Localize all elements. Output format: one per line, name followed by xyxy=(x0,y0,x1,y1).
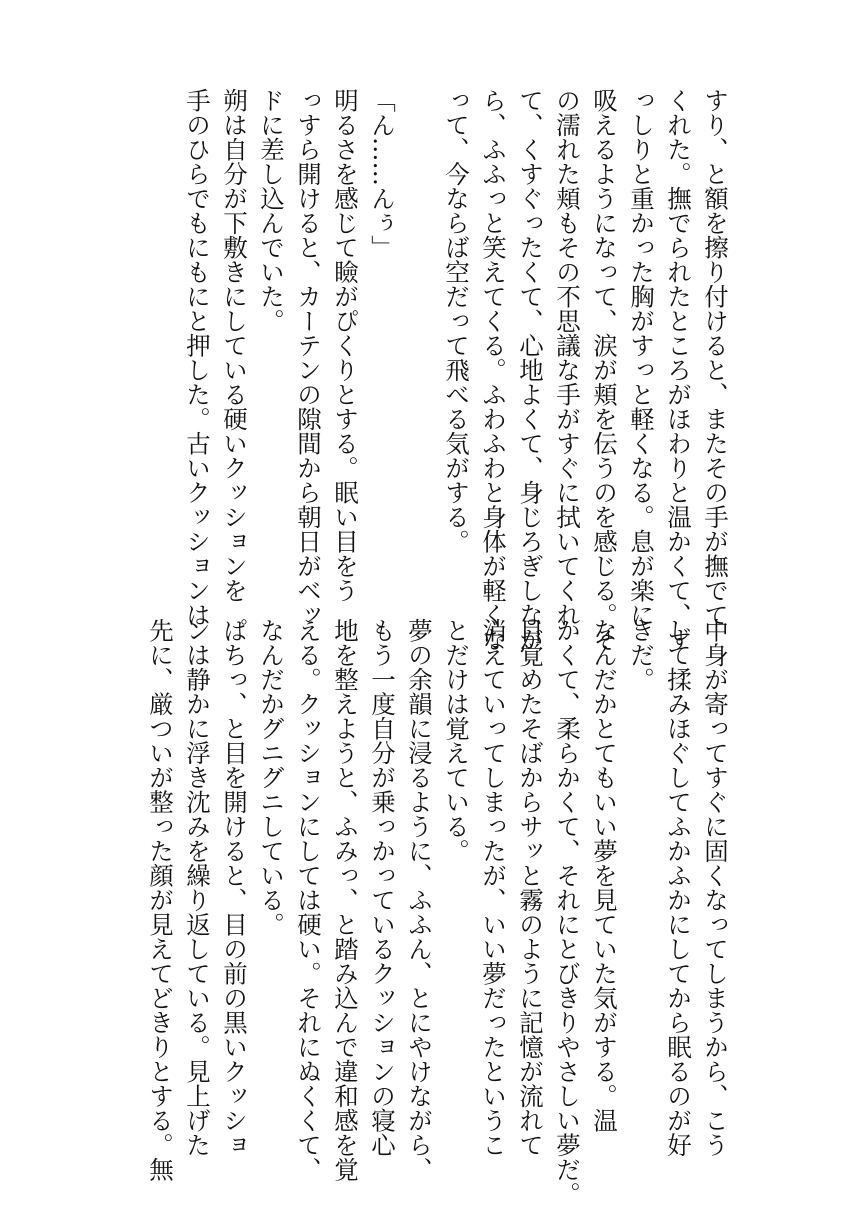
text-line: ら、ふふっと笑えてくる。ふわふわと身体が軽くな xyxy=(479,88,508,652)
upper-text-block xyxy=(179,88,734,652)
text-line: なんだかとてもいい夢を見ていた気がする。温 xyxy=(590,618,619,1133)
text-line: 朔は自分が下敷きにしている硬いクッションを xyxy=(220,88,249,603)
text-line: 中身が寄ってすぐに固くなってしまうから、こう xyxy=(701,618,730,1157)
text-line: 夢の余韻に浸るように、ふふん、とにやけながら、 xyxy=(405,618,434,1182)
text-line: て、くすぐったくて、心地よくて、身じろぎしなが xyxy=(516,88,545,652)
text-line: かくて、柔らかくて、それにとびきりやさしい夢だ。 xyxy=(553,618,582,1206)
text-line: 明るさを感じて瞼がぴくりとする。眠い目をう xyxy=(331,88,360,603)
text-line: ンは静かに浮き沈みを繰り返している。見上げた xyxy=(183,618,212,1157)
text-line: もう一度自分が乗っかっているクッションの寝心 xyxy=(368,618,397,1157)
text-line: きだ。 xyxy=(627,618,656,692)
text-line: える。クッションにしては硬い。それにぬくくて、 xyxy=(294,618,323,1182)
text-line: ドに差し込んでいた。 xyxy=(257,88,286,333)
text-line: っすら開けると、カーテンの隙間から朝日がベッ xyxy=(294,88,323,627)
text-line: っしりと重かった胸がすっと軽くなる。息が楽に xyxy=(627,88,656,627)
text-line: って、今ならば空だって飛べる気がする。 xyxy=(442,88,471,554)
dialogue-line: 「ん……んぅ」 xyxy=(368,88,397,260)
text-line: 吸えるようになって、涙が頬を伝うのを感じる。そ xyxy=(590,88,619,652)
text-line: なんだかグニグニしている。 xyxy=(257,618,286,937)
text-line: とだけは覚えている。 xyxy=(442,618,471,863)
lower-text-block xyxy=(142,618,734,1206)
text-line: の濡れた頬もその不思議な手がすぐに拭いてくれ xyxy=(553,88,582,627)
text-line: して揉みほぐしてふかふかにしてから眠るのが好 xyxy=(664,618,693,1157)
text-line: 目覚めたそばからサッと霧のように記憶が流れて xyxy=(516,618,545,1157)
blank-line xyxy=(401,88,438,608)
text-line: くれた。撫でられたところがほわりと温かくて、ず xyxy=(664,88,693,652)
text-line: 手のひらでもにもにと押した。古いクッションは xyxy=(183,88,212,627)
text-line: 消えていってしまったが、いい夢だったというこ xyxy=(479,618,508,1157)
text-line: 地を整えようと、ふみっ、と踏み込んで違和感を覚 xyxy=(331,618,360,1182)
text-line: すり、と額を擦り付けると、またその手が撫でて xyxy=(701,88,730,627)
text-line: 先に、厳ついが整った顔が見えてどきりとする。無 xyxy=(146,618,175,1182)
text-line: ぱちっ、と目を開けると、目の前の黒いクッショ xyxy=(220,618,249,1157)
